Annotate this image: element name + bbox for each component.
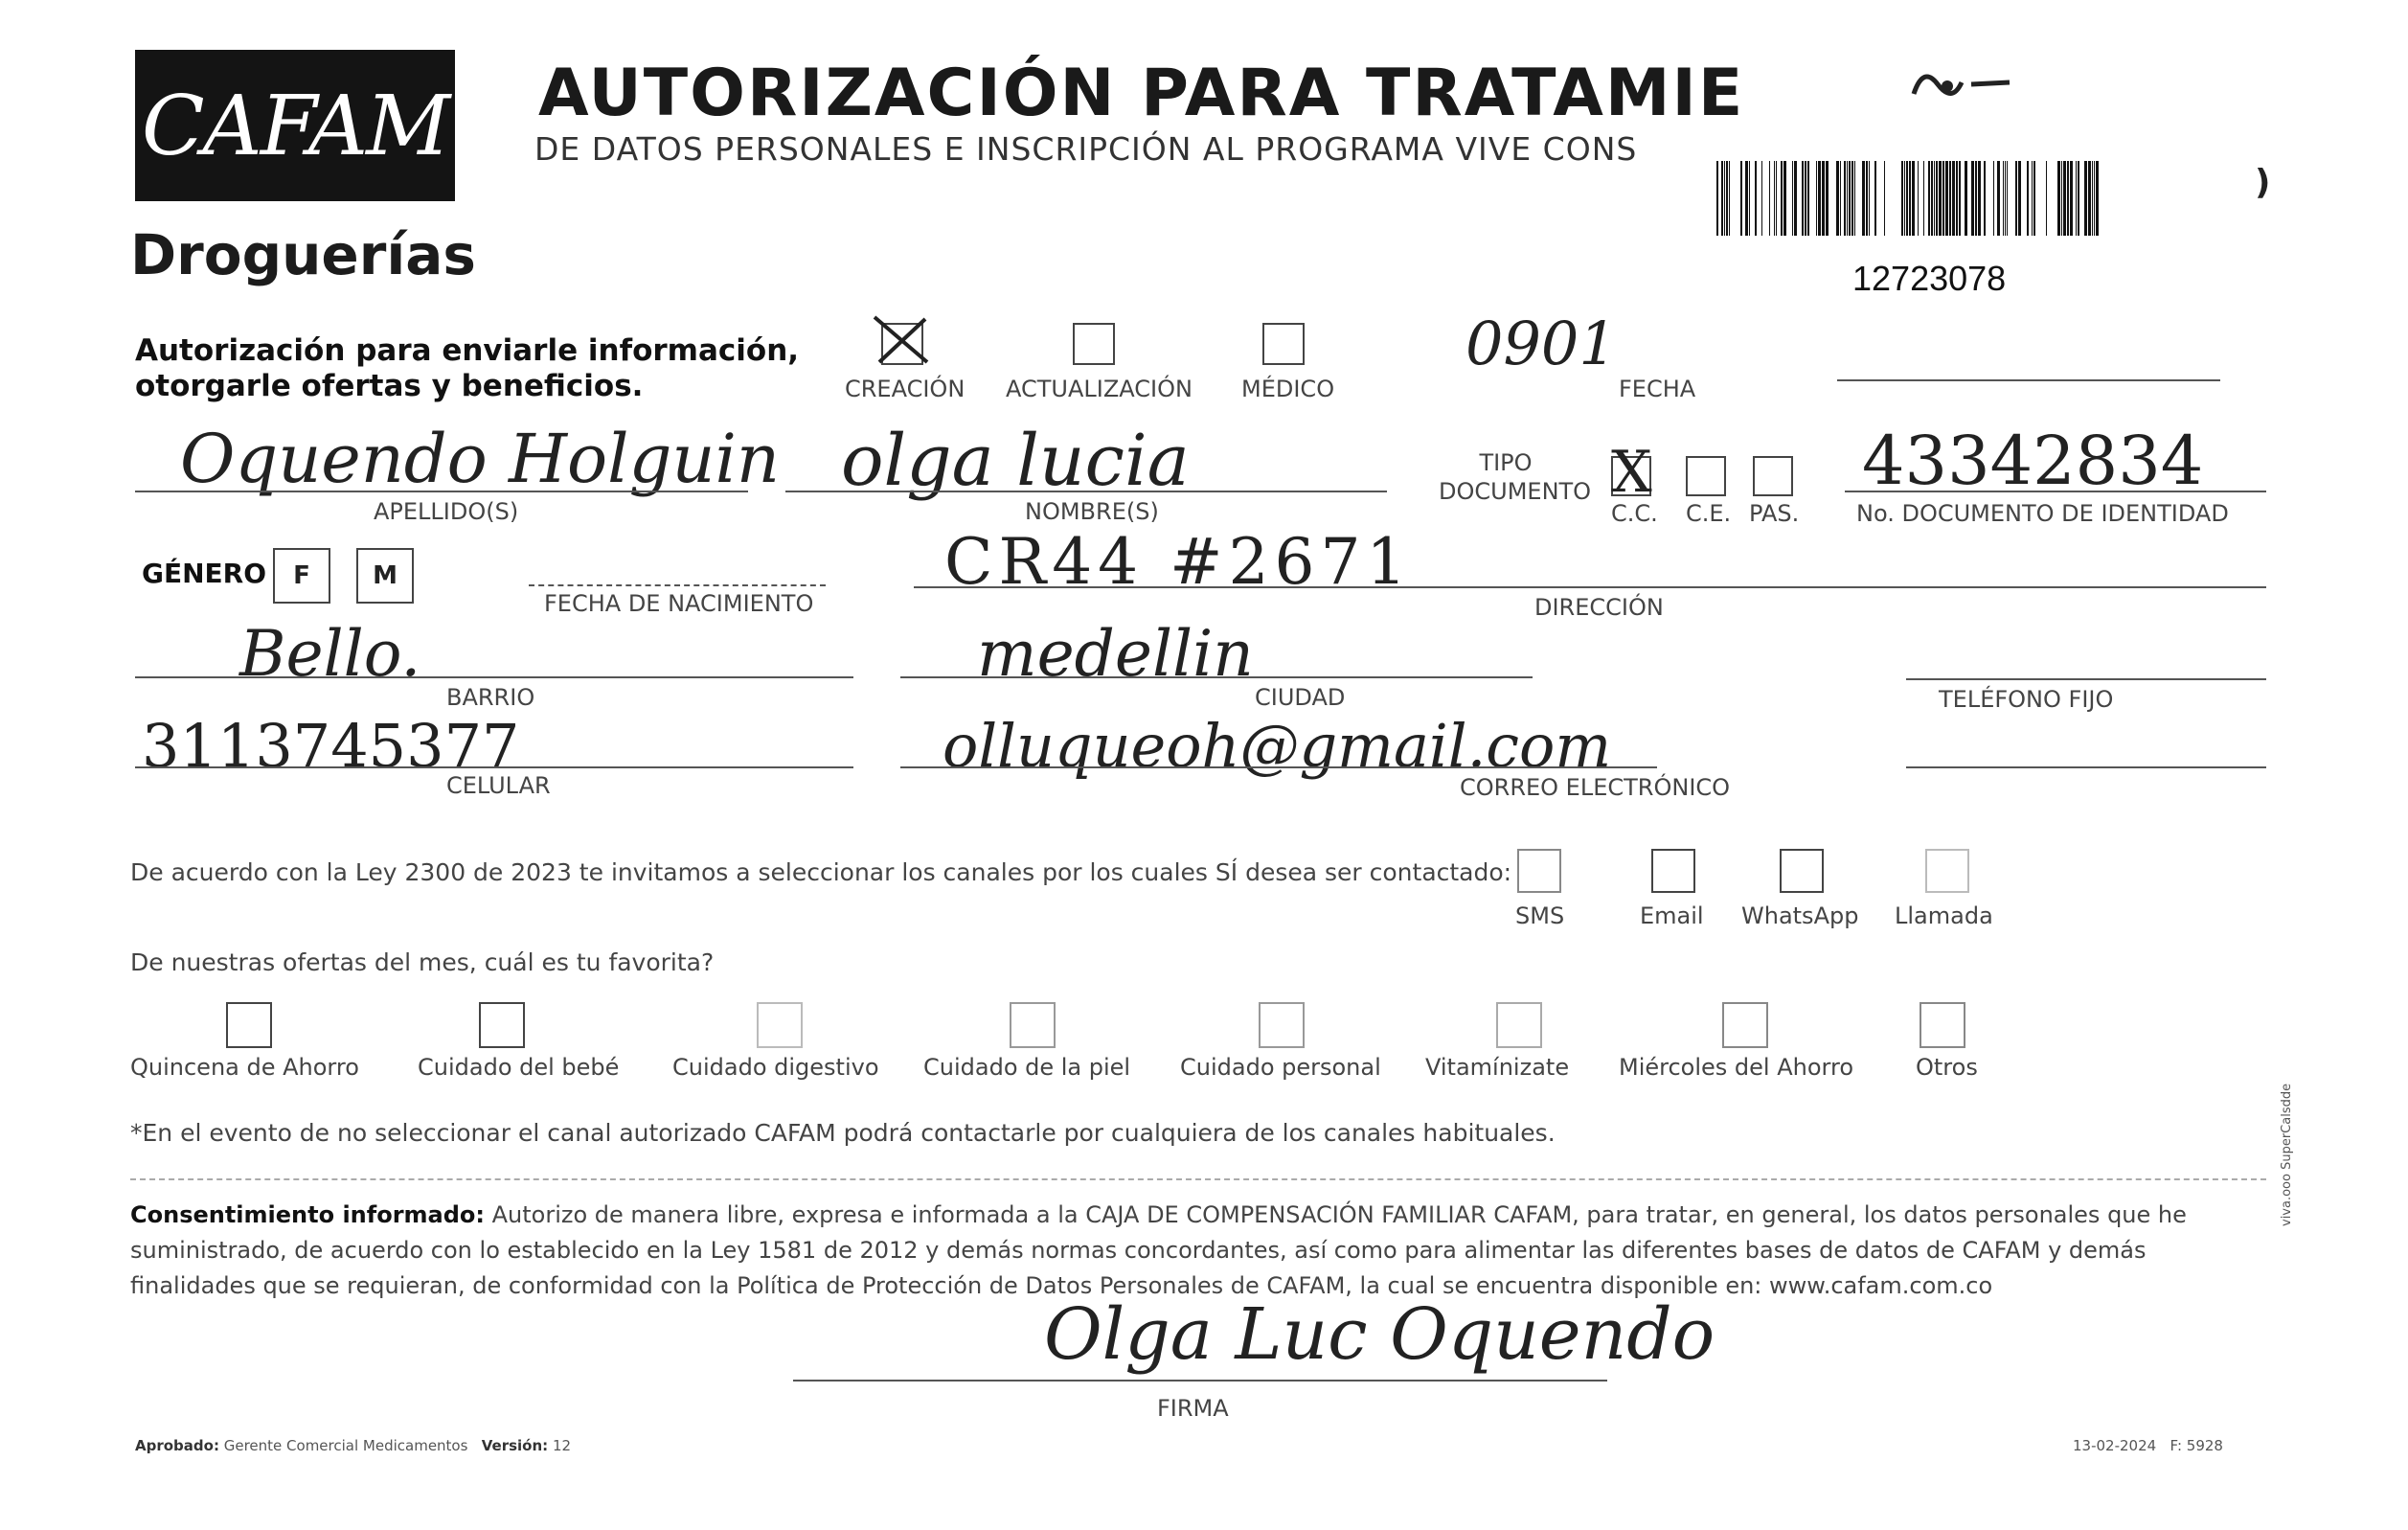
offer-quincena-checkbox[interactable] [226,1002,272,1048]
offer-quincena-label: Quincena de Ahorro [130,1054,359,1081]
offer-digestivo-checkbox[interactable] [757,1002,803,1048]
signature-value: Olga Luc Oquendo [1044,1293,1715,1376]
channel-sms-label: SMS [1515,902,1565,929]
channel-whatsapp-label: WhatsApp [1741,902,1859,929]
creacion-checkbox[interactable] [881,323,923,365]
offer-miercoles-checkbox[interactable] [1722,1002,1768,1048]
cafam-logo [135,50,455,201]
doc-pas-label: PAS. [1749,500,1800,527]
offer-vitaminizate-label: Vitamínizate [1425,1054,1570,1081]
mobile-label: CELULAR [446,772,551,799]
surname-value[interactable]: Oquendo Holguin [180,420,780,498]
city-line [900,676,1533,678]
offer-digestivo-label: Cuidado digestivo [672,1054,879,1081]
channel-note: *En el evento de no seleccionar el canal autorizado CAFAM podrá contactarle por cualquiera de los canales habituales. [130,1119,1556,1147]
channel-email-label: Email [1640,902,1704,929]
actualizacion-label: ACTUALIZACIÓN [1006,376,1193,402]
channel-email-checkbox[interactable] [1651,849,1695,893]
email-label: CORREO ELECTRÓNICO [1460,774,1731,801]
doc-ce-label: C.E. [1686,500,1732,527]
address-line [914,586,2266,588]
date-value[interactable]: 0901 [1465,308,1617,378]
creacion-label: CREACIÓN [845,376,965,402]
doc-cc-mark: X [1611,439,1652,506]
offer-otros-checkbox[interactable] [1920,1002,1965,1048]
consent-paragraph [130,1198,2266,1304]
birth-label: FECHA DE NACIMIENTO [544,590,814,617]
channel-llamada-label: Llamada [1895,902,1993,929]
approved-label: Aprobado: [135,1437,219,1454]
signature-line [793,1380,1607,1382]
address-value[interactable]: CR44 #2671 [944,525,1413,599]
email-line-right [1906,766,2266,768]
channels-question: De acuerdo con la Ley 2300 de 2023 te invitamos a seleccionar los canales por los cuales SÍ desea ser contactado: [130,858,1512,886]
offer-piel-label: Cuidado de la piel [923,1054,1131,1081]
offer-vitaminizate-checkbox[interactable] [1496,1002,1542,1048]
consent-label: Consentimiento informado: [130,1201,485,1228]
side-vertical-text [2280,1084,2294,1226]
offer-otros-label: Otros [1916,1054,1978,1081]
name-value[interactable]: olga lucia [841,420,1190,502]
surname-line [135,491,748,492]
signature-label: FIRMA [1157,1395,1229,1422]
email-line [900,766,1657,768]
gender-f-label: F [293,561,310,590]
offer-personal-label: Cuidado personal [1180,1054,1381,1081]
brand-droguerias: Droguerías [130,222,476,287]
doc-number-value[interactable]: 43342834 [1862,422,2204,500]
bracket-mark: ) [2255,163,2271,202]
doc-cc-label: C.C. [1611,500,1658,527]
footer-approved [135,1437,571,1454]
medico-label: MÉDICO [1241,376,1335,402]
surname-label: APELLIDO(S) [374,498,519,525]
address-label: DIRECCIÓN [1534,594,1664,621]
doc-number-label: No. DOCUMENTO DE IDENTIDAD [1856,500,2229,527]
consent-line-3: finalidades que se requieran, de conformidad con la Política de Protección de Datos Personales de CAFAM, la cual se encuentra disponible en: www.cafam.com.co [130,1272,1993,1299]
offer-piel-checkbox[interactable] [1010,1002,1056,1048]
version-label: Versión: [481,1437,549,1454]
form-title: AUTORIZACIÓN PARA TRATAMIE [538,56,1745,131]
offer-bebe-label: Cuidado del bebé [418,1054,620,1081]
city-label: CIUDAD [1255,684,1346,711]
consent-line-1: Autorizo de manera libre, expresa e informada a la CAJA DE COMPENSACIÓN FAMILIAR CAFAM, para tratar, en general, los datos personales que he [485,1201,2187,1228]
gender-m-label: M [373,561,398,590]
doc-number-line [1845,491,2266,492]
auth-line-1: Autorización para enviarle información, [135,333,800,368]
barrio-label: BARRIO [446,684,535,711]
side-text: viva.ooo SuperCalsdde [2280,1083,2294,1226]
offer-miercoles-label: Miércoles del Ahorro [1619,1054,1854,1081]
mobile-value[interactable]: 3113745377 [142,711,520,781]
email-value[interactable]: olluqueoh@gmail.com [943,711,1612,781]
mobile-line [135,766,853,768]
version-value: 12 [552,1437,572,1454]
gender-m-box[interactable] [356,548,414,604]
barrio-line [135,676,853,678]
form-subtitle: DE DATOS PERSONALES E INSCRIPCIÓN AL PROGRAMA VIVE CONS [534,130,1638,168]
phone-line [1906,678,2266,680]
date-underline [1837,379,2220,381]
doc-ce-checkbox[interactable] [1686,456,1726,496]
logo-text: CAFAM [141,79,449,174]
footer-form-code: F: 5928 [2169,1437,2223,1454]
barcode-number: 12723078 [1852,259,2007,298]
city-value[interactable]: medellin [977,617,1254,691]
channel-llamada-checkbox[interactable] [1925,849,1969,893]
offers-question: De nuestras ofertas del mes, cuál es tu favorita? [130,948,715,976]
doc-type-label: TIPO DOCUMENTO [1439,449,1592,505]
doc-pas-checkbox[interactable] [1753,456,1793,496]
name-label: NOMBRE(S) [1025,498,1159,525]
note-rule [130,1178,2266,1180]
medico-checkbox[interactable] [1262,323,1305,365]
birth-line [529,584,826,586]
offer-personal-checkbox[interactable] [1259,1002,1305,1048]
barcode-image [1716,161,2100,236]
phone-label: TELÉFONO FIJO [1939,686,2114,713]
channel-whatsapp-checkbox[interactable] [1780,849,1824,893]
actualizacion-checkbox[interactable] [1073,323,1115,365]
auth-line-2: otorgarle ofertas y beneficios. [135,369,644,403]
date-label: FECHA [1619,376,1696,402]
gender-label: GÉNERO [142,558,267,589]
gender-f-box[interactable] [273,548,330,604]
footer-date-code: 13-02-2024 [2073,1437,2157,1454]
scribble-mark [1904,56,2019,107]
consent-line-2: suministrado, de acuerdo con lo establecido en la Ley 1581 de 2012 y demás normas concordantes, así como para alimentar las diferentes bases de datos de CAFAM y demás [130,1237,2147,1264]
approved-value: Gerente Comercial Medicamentos [223,1437,468,1454]
name-line [785,491,1387,492]
channel-sms-checkbox[interactable] [1517,849,1561,893]
footer-codes [2073,1437,2223,1454]
barrio-value[interactable]: Bello. [239,617,421,691]
offer-bebe-checkbox[interactable] [479,1002,525,1048]
